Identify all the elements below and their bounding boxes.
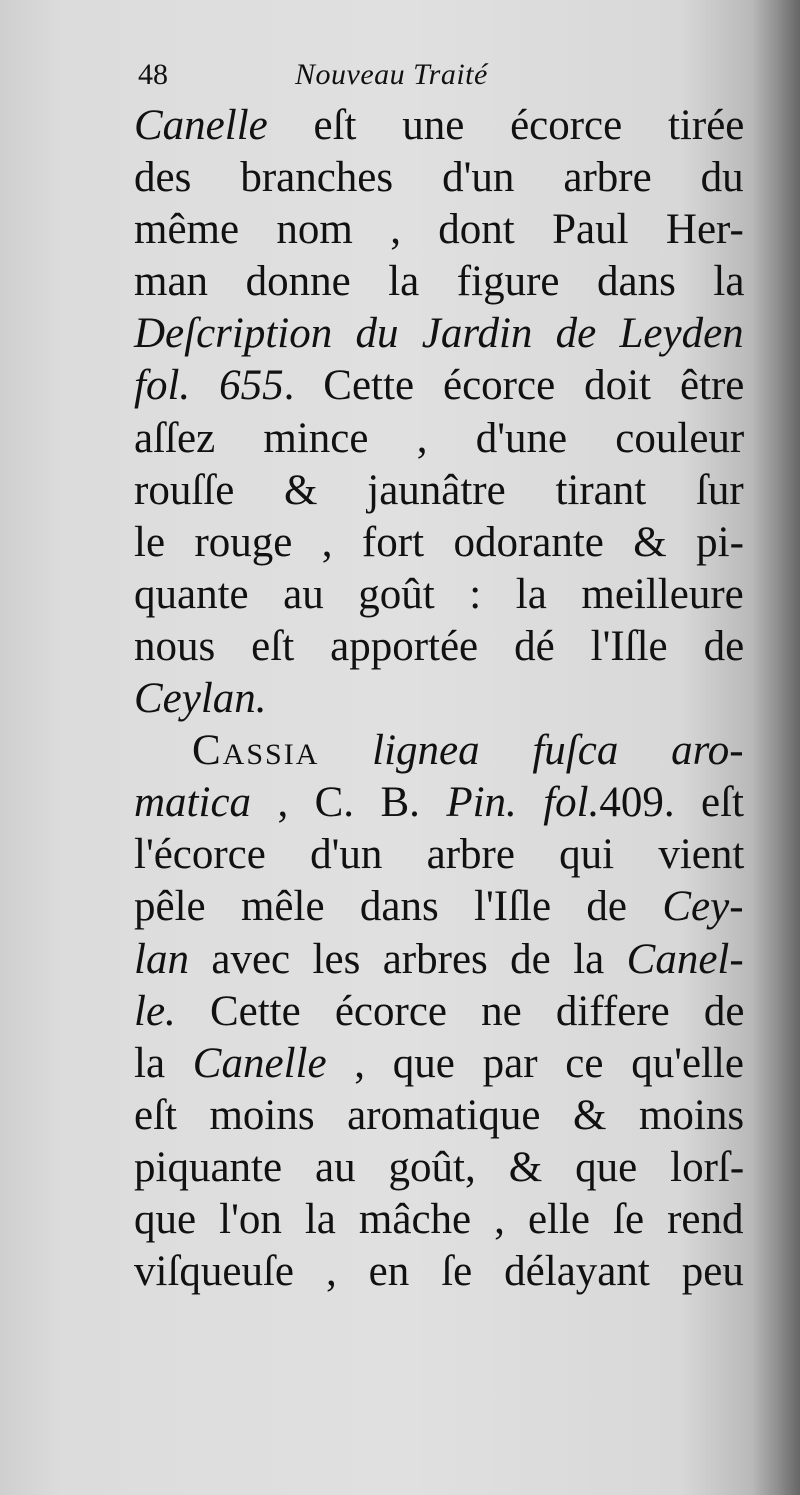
citation-title: Deſcription du Jardin de Leyden xyxy=(134,310,744,358)
text-line: des branches d'un arbre du xyxy=(134,154,744,202)
text-line: rouſſe & jaunâtre tirant ſur xyxy=(134,466,744,514)
text-line: piquante au goût, & que lorſ- xyxy=(134,1143,745,1191)
text-line: même nom , dont Paul Her- xyxy=(134,206,744,254)
text-line: que l'on la mâche , elle ſe rend xyxy=(134,1195,744,1243)
text-line: fol. 655. Cette écorce doit être xyxy=(134,362,745,410)
text-line: viſqueuſe , en ſe délayant peu xyxy=(134,1248,744,1296)
term-canelle: Canelle xyxy=(134,102,268,149)
text-line: Canelle eſt une écorce tirée xyxy=(134,102,745,149)
text-line: nous eſt apportée dé l'Iſle de xyxy=(134,622,745,670)
text-line: man donne la figure dans la xyxy=(134,258,745,306)
citation-folio: fol. 655 xyxy=(134,362,284,410)
text-line: lan avec les arbres de la Canel- xyxy=(134,935,744,983)
text-line: quante au goût : la meilleure xyxy=(134,570,744,618)
text-line: le. Cette écorce ne differe de xyxy=(134,987,745,1035)
text-line xyxy=(134,308,744,360)
text-line: Cassia lignea fuſca aro- xyxy=(192,727,744,775)
body-text xyxy=(134,100,744,1298)
running-head: Nouveau Traité xyxy=(295,58,488,91)
page-number: 48 xyxy=(138,58,168,91)
text-line: pêle mêle dans l'Iſle de Cey- xyxy=(134,883,744,931)
text-line: la Canelle , que par ce qu'elle xyxy=(134,1039,745,1087)
text-line: aſſez mince , d'une couleur xyxy=(134,414,745,462)
page-header xyxy=(138,55,738,99)
text-line: eſt moins aromatique & moins xyxy=(134,1091,745,1139)
term-ceylan: Ceylan. xyxy=(134,675,267,723)
page-shadow xyxy=(752,0,800,1495)
text-line xyxy=(134,673,744,725)
term-cassia: Cassia xyxy=(192,727,320,775)
text-line: matica , C. B. Pin. fol.409. eſt xyxy=(134,779,745,827)
text-line: l'écorce d'un arbre qui vient xyxy=(134,831,745,879)
text-line: le rouge , fort odorante & pi- xyxy=(134,518,744,566)
